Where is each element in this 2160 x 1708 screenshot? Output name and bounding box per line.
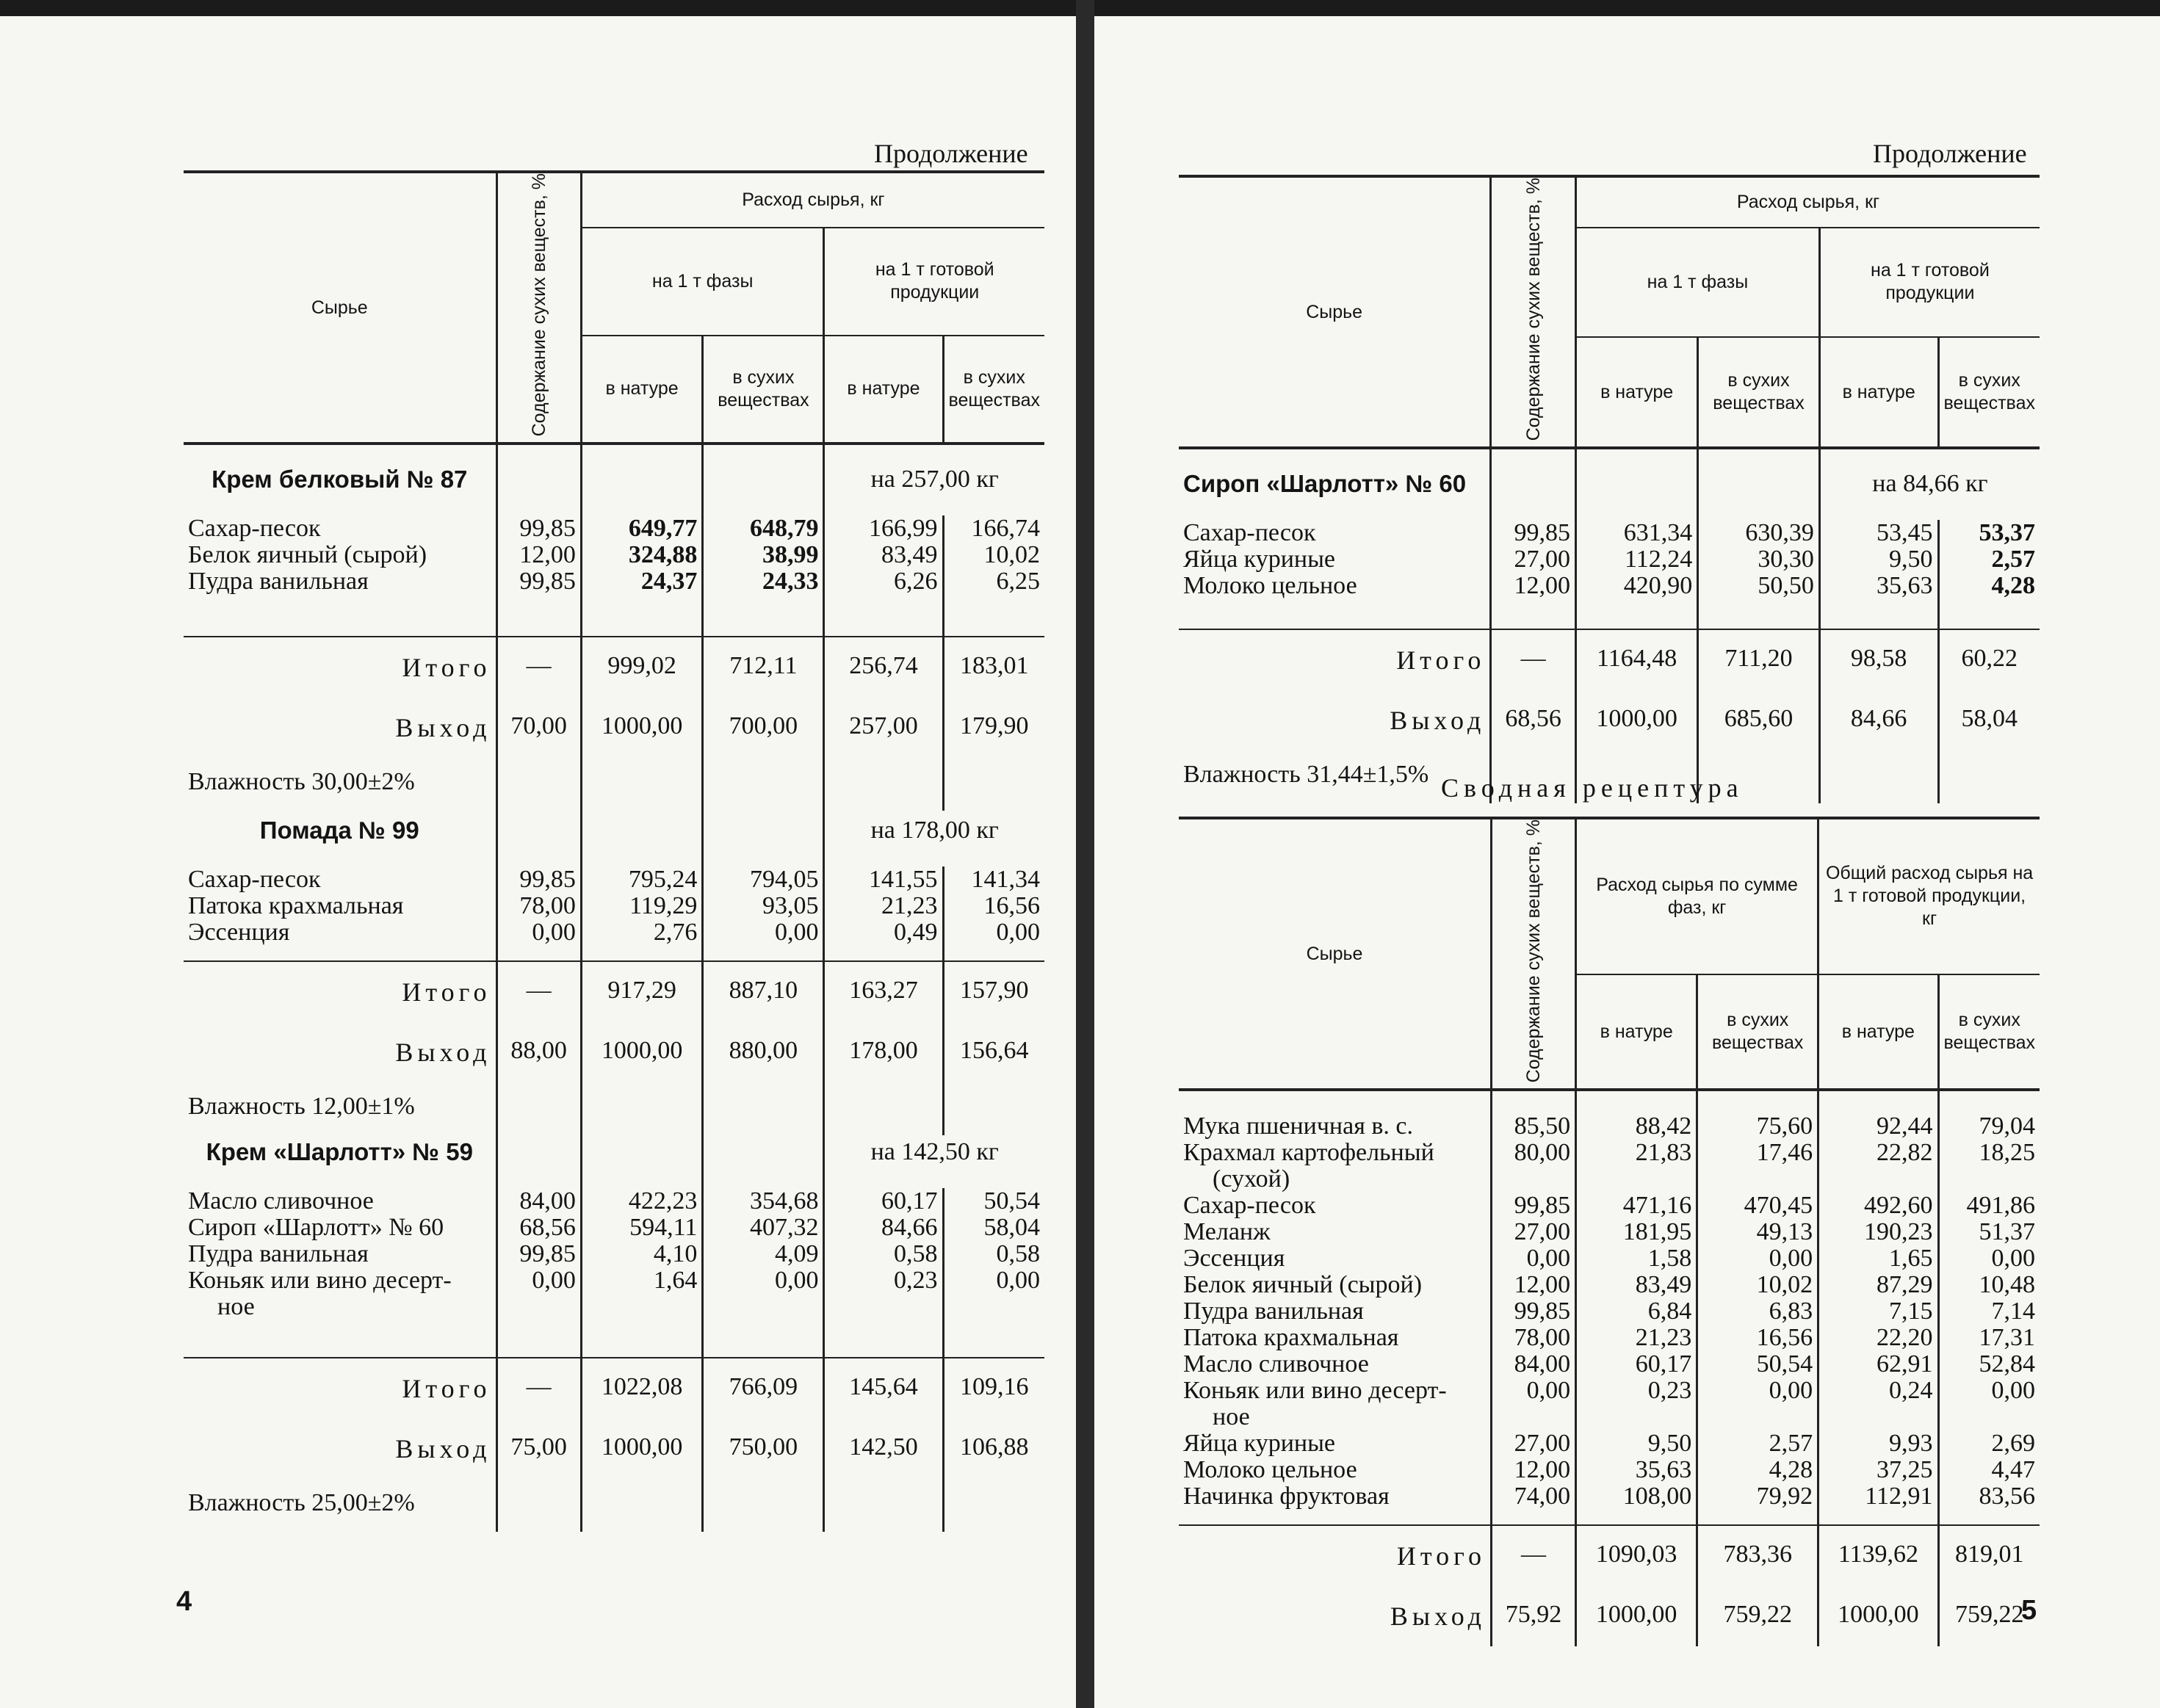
sum-natural: 471,16 bbox=[1622, 1192, 1692, 1220]
output-product-dry: 106,88 bbox=[943, 1419, 1044, 1479]
phase-natural: 422,23 bbox=[628, 1187, 698, 1215]
recipe-title-row bbox=[184, 1135, 1044, 1188]
phase-natural: 324,88 bbox=[628, 541, 698, 569]
summary-title: Сводная рецептура bbox=[1441, 773, 1744, 803]
header-per-product: на 1 т готовой продукции bbox=[824, 228, 1044, 336]
total-natural: 92,44 bbox=[1877, 1112, 1933, 1140]
output-dry: 75,00 bbox=[496, 1419, 581, 1479]
sum-natural: 1,58 bbox=[1647, 1245, 1692, 1273]
header-raw: Сырье bbox=[184, 172, 496, 444]
dry-value: 12,00 bbox=[519, 541, 576, 569]
total-product-natural: 98,58 bbox=[1819, 629, 1938, 690]
header-per-phase: на 1 т фазы bbox=[1576, 228, 1820, 338]
total-dry: 2,69 bbox=[1991, 1430, 2035, 1458]
ingredient-name: Сахар-песок bbox=[188, 866, 321, 894]
ingredient-name: Меланж bbox=[1183, 1218, 1271, 1246]
total-dry: — bbox=[496, 637, 581, 698]
product-natural: 0,23 bbox=[894, 1267, 938, 1295]
header-per-product: на 1 т готовой продукции bbox=[1819, 228, 2040, 338]
total-natural: 492,60 bbox=[1864, 1192, 1933, 1220]
output-label: Выход bbox=[1179, 1586, 1491, 1646]
dry-value: 78,00 bbox=[1514, 1324, 1571, 1352]
phase-dry: 648,79 bbox=[749, 515, 819, 543]
ingredient-name: Крахмал картофельный bbox=[1183, 1139, 1434, 1167]
total-label: Итого bbox=[184, 637, 496, 698]
phase-natural: 795,24 bbox=[628, 866, 698, 894]
total-dry: 4,47 bbox=[1991, 1456, 2035, 1484]
phase-dry: 93,05 bbox=[762, 892, 819, 920]
total-dry: 7,14 bbox=[1991, 1298, 2035, 1325]
sum-dry: 50,54 bbox=[1756, 1350, 1813, 1378]
product-dry: 16,56 bbox=[983, 892, 1040, 920]
total-label: Итого bbox=[184, 961, 496, 1022]
header-consumption: Расход сырья, кг bbox=[581, 172, 1044, 228]
recipe-title-row bbox=[184, 811, 1044, 866]
product-natural: 166,99 bbox=[869, 515, 938, 543]
total-product-dry: 109,16 bbox=[943, 1358, 1044, 1419]
sum-dry: 6,83 bbox=[1769, 1298, 1813, 1325]
ingredient-name: Мука пшеничная в. с. bbox=[1183, 1112, 1414, 1140]
product-dry: 166,74 bbox=[971, 515, 1040, 543]
summary-items bbox=[1179, 1090, 2040, 1525]
sum-natural: 88,42 bbox=[1635, 1112, 1692, 1140]
output-dry: 70,00 bbox=[496, 698, 581, 758]
phase-dry: 30,30 bbox=[1758, 546, 1814, 573]
recipe-items bbox=[1179, 520, 2040, 629]
continuation-label: Продолжение bbox=[874, 139, 1028, 168]
output-product-natural: 257,00 bbox=[824, 698, 943, 758]
phase-dry: 4,09 bbox=[774, 1240, 819, 1268]
sum-natural: 108,00 bbox=[1622, 1483, 1692, 1510]
header-natural: в натуре bbox=[1576, 974, 1697, 1090]
product-dry: 50,54 bbox=[983, 1187, 1040, 1215]
output-sum-dry: 759,22 bbox=[1697, 1586, 1818, 1646]
phase-dry: 0,00 bbox=[774, 919, 819, 947]
phase-natural: 649,77 bbox=[628, 515, 698, 543]
product-dry: 0,00 bbox=[996, 919, 1040, 947]
ingredient-name: Яйца куриные bbox=[1183, 546, 1336, 573]
total-row bbox=[184, 1358, 1044, 1419]
phase-dry: 38,99 bbox=[762, 541, 819, 569]
dry-value: 80,00 bbox=[1514, 1139, 1571, 1167]
product-natural: 6,26 bbox=[894, 568, 938, 596]
total-natural: 9,93 bbox=[1889, 1430, 1933, 1458]
phase-dry: 0,00 bbox=[774, 1267, 819, 1295]
total-phase-natural: 1022,08 bbox=[581, 1358, 703, 1419]
total-natural: 7,15 bbox=[1889, 1298, 1933, 1325]
recipe-amount: на 257,00 кг bbox=[824, 444, 1044, 515]
dry-value: 0,00 bbox=[1526, 1377, 1571, 1405]
recipe-title-row bbox=[1179, 448, 2040, 520]
dry-value: 99,85 bbox=[1514, 1298, 1571, 1325]
output-label: Выход bbox=[184, 698, 496, 758]
total-product-natural: 256,74 bbox=[824, 637, 943, 698]
ingredient-name: Пудра ванильная bbox=[1183, 1298, 1364, 1325]
ingredient-name: Молоко цельное bbox=[1183, 572, 1357, 600]
recipe-items bbox=[184, 866, 1044, 961]
ingredient-name: Коньяк или вино десерт- bbox=[1183, 1377, 1447, 1405]
product-dry: 53,37 bbox=[1979, 519, 2035, 547]
dry-value: 99,85 bbox=[519, 866, 576, 894]
total-row bbox=[1179, 1525, 2040, 1586]
total-dry: 17,31 bbox=[1979, 1324, 2035, 1352]
sum-natural: 6,84 bbox=[1647, 1298, 1692, 1325]
total-label: Итого bbox=[1179, 629, 1491, 690]
ingredient-name-continued: (сухой) bbox=[1213, 1165, 1290, 1193]
recipe-amount: на 84,66 кг bbox=[1819, 448, 2040, 520]
dry-value: 68,56 bbox=[519, 1214, 576, 1242]
output-row bbox=[1179, 690, 2040, 750]
total-dry: 79,04 bbox=[1979, 1112, 2035, 1140]
dry-value: 0,00 bbox=[532, 1267, 576, 1295]
total-phase-dry: 887,10 bbox=[703, 961, 824, 1022]
sum-natural: 0,23 bbox=[1647, 1377, 1692, 1405]
total-total-natural: 1139,62 bbox=[1818, 1525, 1938, 1586]
header-per-phase: на 1 т фазы bbox=[581, 228, 824, 336]
ingredient-name: Сахар-песок bbox=[188, 515, 321, 543]
total-dry: — bbox=[1491, 1525, 1575, 1586]
output-sum-natural: 1000,00 bbox=[1576, 1586, 1697, 1646]
sum-dry: 0,00 bbox=[1769, 1245, 1813, 1273]
output-dry: 88,00 bbox=[496, 1022, 581, 1082]
total-dry: 51,37 bbox=[1979, 1218, 2035, 1246]
product-natural: 0,58 bbox=[894, 1240, 938, 1268]
total-natural: 22,20 bbox=[1877, 1324, 1933, 1352]
product-dry: 4,28 bbox=[1991, 572, 2035, 600]
dry-value: 85,50 bbox=[1514, 1112, 1571, 1140]
product-natural: 141,55 bbox=[869, 866, 938, 894]
dry-value: 78,00 bbox=[519, 892, 576, 920]
total-product-dry: 60,22 bbox=[1938, 629, 2040, 690]
phase-dry: 630,39 bbox=[1745, 519, 1814, 547]
header-natural: в натуре bbox=[824, 336, 943, 444]
sum-dry: 79,92 bbox=[1756, 1483, 1813, 1510]
dry-value: 99,85 bbox=[1514, 519, 1571, 547]
humidity: Влажность 31,44±1,5% bbox=[1179, 750, 1491, 803]
output-label: Выход bbox=[1179, 690, 1491, 750]
total-row bbox=[1179, 629, 2040, 690]
output-phase-dry: 685,60 bbox=[1698, 690, 1820, 750]
dry-value: 27,00 bbox=[1514, 1218, 1571, 1246]
sum-dry: 4,28 bbox=[1769, 1456, 1813, 1484]
total-dry: 83,56 bbox=[1979, 1483, 2035, 1510]
total-dry: 0,00 bbox=[1991, 1245, 2035, 1273]
total-label: Итого bbox=[184, 1358, 496, 1419]
ingredient-name: Масло сливочное bbox=[1183, 1350, 1369, 1378]
header-raw: Сырье bbox=[1179, 176, 1491, 448]
recipe-items bbox=[184, 1188, 1044, 1358]
recipe-title: Крем «Шарлотт» № 59 bbox=[184, 1135, 496, 1188]
dry-value: 12,00 bbox=[1514, 1456, 1571, 1484]
output-total-dry: 759,22 bbox=[1938, 1586, 2040, 1646]
total-dry: — bbox=[1491, 629, 1576, 690]
product-natural: 9,50 bbox=[1889, 546, 1933, 573]
total-product-natural: 163,27 bbox=[824, 961, 943, 1022]
product-natural: 83,49 bbox=[881, 541, 938, 569]
recipe-table-left bbox=[184, 170, 1044, 1532]
total-phase-natural: 917,29 bbox=[581, 961, 703, 1022]
continuation-label: Продолжение bbox=[1873, 139, 2027, 168]
header-natural: в натуре bbox=[1818, 974, 1938, 1090]
sum-dry: 75,60 bbox=[1756, 1112, 1813, 1140]
total-dry: 52,84 bbox=[1979, 1350, 2035, 1378]
product-dry: 141,34 bbox=[971, 866, 1040, 894]
dry-value: 99,85 bbox=[519, 568, 576, 596]
output-dry: 68,56 bbox=[1491, 690, 1576, 750]
sum-natural: 21,83 bbox=[1635, 1139, 1692, 1167]
output-total-natural: 1000,00 bbox=[1818, 1586, 1938, 1646]
phase-natural: 24,37 bbox=[640, 568, 698, 596]
header-dry-content: Содержание сухих веществ, % bbox=[1491, 818, 1575, 1090]
ingredient-name: Сахар-песок bbox=[1183, 519, 1316, 547]
total-product-dry: 157,90 bbox=[943, 961, 1044, 1022]
output-label: Выход bbox=[184, 1419, 496, 1479]
output-product-natural: 178,00 bbox=[824, 1022, 943, 1082]
sum-dry: 17,46 bbox=[1756, 1139, 1813, 1167]
total-label: Итого bbox=[1179, 1525, 1491, 1586]
total-natural: 22,82 bbox=[1877, 1139, 1933, 1167]
output-row bbox=[184, 1419, 1044, 1479]
product-dry: 10,02 bbox=[983, 541, 1040, 569]
scan-top-edge bbox=[1094, 0, 2160, 16]
recipe-table-right bbox=[1179, 175, 2040, 803]
scan-top-edge bbox=[0, 0, 1076, 16]
product-natural: 60,17 bbox=[881, 1187, 938, 1215]
total-dry: 491,86 bbox=[1966, 1192, 2035, 1220]
dry-value: 0,00 bbox=[1526, 1245, 1571, 1273]
sum-dry: 10,02 bbox=[1756, 1271, 1813, 1299]
dry-value: 27,00 bbox=[1514, 1430, 1571, 1458]
summary-table bbox=[1179, 817, 2040, 1646]
phase-natural: 4,10 bbox=[653, 1240, 698, 1268]
header-dry-matter: в сухих веществах bbox=[943, 336, 1044, 444]
total-natural: 190,23 bbox=[1864, 1218, 1933, 1246]
phase-natural: 420,90 bbox=[1623, 572, 1693, 600]
total-product-natural: 145,64 bbox=[824, 1358, 943, 1419]
total-sum-dry: 783,36 bbox=[1697, 1525, 1818, 1586]
ingredient-name-continued: ное bbox=[217, 1293, 255, 1321]
phase-natural: 119,29 bbox=[629, 892, 698, 920]
header-natural: в натуре bbox=[1576, 337, 1698, 448]
product-dry: 58,04 bbox=[983, 1214, 1040, 1242]
sum-natural: 35,63 bbox=[1635, 1456, 1692, 1484]
product-dry: 0,58 bbox=[996, 1240, 1040, 1268]
output-phase-natural: 1000,00 bbox=[581, 698, 703, 758]
sum-dry: 49,13 bbox=[1756, 1218, 1813, 1246]
total-natural: 1,65 bbox=[1889, 1245, 1933, 1273]
ingredient-name: Сироп «Шарлотт» № 60 bbox=[188, 1214, 444, 1242]
total-phase-dry: 766,09 bbox=[703, 1358, 824, 1419]
sum-natural: 21,23 bbox=[1635, 1324, 1692, 1352]
header-dry-matter: в сухих веществах bbox=[1938, 974, 2040, 1090]
ingredient-name: Сахар-песок bbox=[1183, 1192, 1316, 1220]
ingredient-name: Начинка фруктовая bbox=[1183, 1483, 1390, 1510]
ingredient-name: Молоко цельное bbox=[1183, 1456, 1357, 1484]
ingredient-name: Масло сливочное bbox=[188, 1187, 374, 1215]
header-dry-matter: в сухих веществах bbox=[1697, 974, 1818, 1090]
phase-dry: 407,32 bbox=[749, 1214, 819, 1242]
total-phase-natural: 1164,48 bbox=[1576, 629, 1698, 690]
page-number: 4 bbox=[176, 1586, 192, 1617]
total-row bbox=[184, 961, 1044, 1022]
dry-value: 12,00 bbox=[1514, 1271, 1571, 1299]
output-phase-natural: 1000,00 bbox=[581, 1419, 703, 1479]
phase-dry: 354,68 bbox=[749, 1187, 819, 1215]
total-dry: 10,48 bbox=[1979, 1271, 2035, 1299]
ingredient-name: Эссенция bbox=[188, 919, 290, 947]
output-phase-dry: 880,00 bbox=[703, 1022, 824, 1082]
recipe-items bbox=[184, 515, 1044, 637]
header-sum-phases: Расход сырья по сумме фаз, кг bbox=[1576, 818, 1818, 974]
ingredient-name: Яйца куриные bbox=[1183, 1430, 1336, 1458]
sum-dry: 470,45 bbox=[1744, 1192, 1813, 1220]
phase-natural: 1,64 bbox=[653, 1267, 698, 1295]
output-row bbox=[184, 698, 1044, 758]
output-phase-dry: 700,00 bbox=[703, 698, 824, 758]
dry-value: 84,00 bbox=[1514, 1350, 1571, 1378]
recipe-title: Сироп «Шарлотт» № 60 bbox=[1179, 448, 1491, 520]
left-page bbox=[0, 0, 1076, 1708]
total-total-dry: 819,01 bbox=[1938, 1525, 2040, 1586]
sum-dry: 0,00 bbox=[1769, 1377, 1813, 1405]
header-dry-matter: в сухих веществах bbox=[1938, 337, 2040, 448]
sum-natural: 60,17 bbox=[1635, 1350, 1692, 1378]
phase-natural: 594,11 bbox=[629, 1214, 698, 1242]
ingredient-name-continued: ное bbox=[1213, 1403, 1250, 1431]
dry-value: 12,00 bbox=[1514, 572, 1571, 600]
total-sum-natural: 1090,03 bbox=[1576, 1525, 1697, 1586]
output-label: Выход bbox=[184, 1022, 496, 1082]
product-dry: 2,57 bbox=[1991, 546, 2035, 573]
output-phase-natural: 1000,00 bbox=[581, 1022, 703, 1082]
humidity: Влажность 30,00±2% bbox=[184, 758, 496, 811]
output-row bbox=[1179, 1586, 2040, 1646]
recipe-title-row bbox=[184, 444, 1044, 515]
output-phase-dry: 750,00 bbox=[703, 1419, 824, 1479]
header-dry-matter: в сухих веществах bbox=[703, 336, 824, 444]
phase-dry: 50,50 bbox=[1758, 572, 1814, 600]
humidity: Влажность 25,00±2% bbox=[184, 1479, 496, 1532]
header-dry-content: Содержание сухих веществ, % bbox=[496, 172, 581, 444]
product-dry: 6,25 bbox=[996, 568, 1040, 596]
ingredient-name: Белок яичный (сырой) bbox=[1183, 1271, 1423, 1299]
product-natural: 53,45 bbox=[1877, 519, 1933, 547]
header-natural: в натуре bbox=[581, 336, 703, 444]
humidity: Влажность 12,00±1% bbox=[184, 1082, 496, 1135]
phase-dry: 24,33 bbox=[762, 568, 819, 596]
output-product-natural: 142,50 bbox=[824, 1419, 943, 1479]
product-natural: 0,49 bbox=[894, 919, 938, 947]
ingredient-name: Патока крахмальная bbox=[188, 892, 404, 920]
header-natural: в натуре bbox=[1819, 337, 1938, 448]
total-natural: 0,24 bbox=[1889, 1377, 1933, 1405]
ingredient-name: Эссенция bbox=[1183, 1245, 1285, 1273]
product-natural: 21,23 bbox=[881, 892, 938, 920]
sum-natural: 181,95 bbox=[1622, 1218, 1692, 1246]
dry-value: 99,85 bbox=[1514, 1192, 1571, 1220]
recipe-amount: на 178,00 кг bbox=[824, 811, 1044, 866]
recipe-amount: на 142,50 кг bbox=[824, 1135, 1044, 1188]
product-natural: 84,66 bbox=[881, 1214, 938, 1242]
dry-value: 0,00 bbox=[532, 919, 576, 947]
total-natural: 87,29 bbox=[1877, 1271, 1933, 1299]
total-dry: — bbox=[496, 1358, 581, 1419]
header-consumption: Расход сырья, кг bbox=[1576, 176, 2040, 228]
recipe-title: Помада № 99 bbox=[184, 811, 496, 866]
output-dry: 75,92 bbox=[1491, 1586, 1575, 1646]
total-dry: 0,00 bbox=[1991, 1377, 2035, 1405]
product-dry: 0,00 bbox=[996, 1267, 1040, 1295]
product-natural: 35,63 bbox=[1877, 572, 1933, 600]
ingredient-name: Пудра ванильная bbox=[188, 1240, 369, 1268]
total-dry: — bbox=[496, 961, 581, 1022]
output-phase-natural: 1000,00 bbox=[1576, 690, 1698, 750]
ingredient-name: Пудра ванильная bbox=[188, 568, 369, 596]
total-row bbox=[184, 637, 1044, 698]
recipe-title: Крем белковый № 87 bbox=[184, 444, 496, 515]
ingredient-name: Белок яичный (сырой) bbox=[188, 541, 427, 569]
total-natural: 37,25 bbox=[1877, 1456, 1933, 1484]
total-phase-dry: 712,11 bbox=[703, 637, 824, 698]
output-product-dry: 156,64 bbox=[943, 1022, 1044, 1082]
total-natural: 62,91 bbox=[1877, 1350, 1933, 1378]
phase-dry: 794,05 bbox=[749, 866, 819, 894]
header-dry-matter: в сухих веществах bbox=[1698, 337, 1820, 448]
total-natural: 112,91 bbox=[1865, 1483, 1933, 1510]
ingredient-name: Патока крахмальная bbox=[1183, 1324, 1399, 1352]
dry-value: 84,00 bbox=[519, 1187, 576, 1215]
total-product-dry: 183,01 bbox=[943, 637, 1044, 698]
phase-natural: 631,34 bbox=[1623, 519, 1693, 547]
output-row bbox=[184, 1022, 1044, 1082]
header-total-consumption: Общий расход сырья на 1 т готовой продукции, кг bbox=[1818, 818, 2040, 974]
total-phase-natural: 999,02 bbox=[581, 637, 703, 698]
sum-dry: 2,57 bbox=[1769, 1430, 1813, 1458]
dry-value: 99,85 bbox=[519, 515, 576, 543]
book-gutter bbox=[1076, 0, 1094, 1708]
page-number: 5 bbox=[2021, 1595, 2037, 1626]
header-raw: Сырье bbox=[1179, 818, 1491, 1090]
dry-value: 99,85 bbox=[519, 1240, 576, 1268]
phase-natural: 112,24 bbox=[1625, 546, 1693, 573]
sum-dry: 16,56 bbox=[1756, 1324, 1813, 1352]
dry-value: 27,00 bbox=[1514, 546, 1571, 573]
output-product-dry: 179,90 bbox=[943, 698, 1044, 758]
ingredient-name: Коньяк или вино десерт- bbox=[188, 1267, 452, 1295]
header-dry-content: Содержание сухих веществ, % bbox=[1491, 176, 1576, 448]
sum-natural: 9,50 bbox=[1647, 1430, 1692, 1458]
output-product-natural: 84,66 bbox=[1819, 690, 1938, 750]
total-dry: 18,25 bbox=[1979, 1139, 2035, 1167]
sum-natural: 83,49 bbox=[1635, 1271, 1692, 1299]
output-product-dry: 58,04 bbox=[1938, 690, 2040, 750]
total-phase-dry: 711,20 bbox=[1698, 629, 1820, 690]
phase-natural: 2,76 bbox=[653, 919, 698, 947]
dry-value: 74,00 bbox=[1514, 1483, 1571, 1510]
